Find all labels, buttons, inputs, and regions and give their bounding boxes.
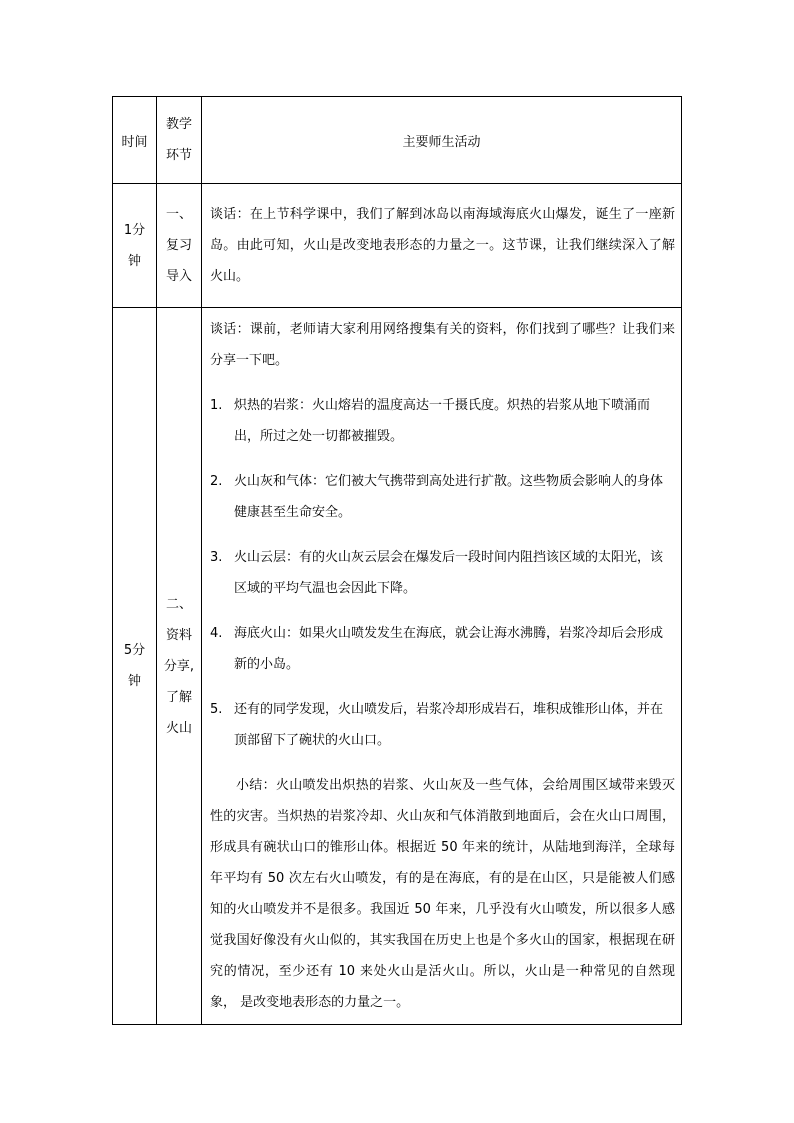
table-row	[113, 184, 682, 308]
list-item	[210, 618, 675, 680]
lesson-plan-table	[112, 96, 682, 1025]
row-activity	[202, 308, 682, 1025]
stage-line: 资料	[165, 627, 192, 643]
activity-intro: 谈话：课前，老师请大家利用网络搜集有关的资料，你们找到了哪些？让我们来分享一下吧。	[210, 322, 675, 368]
header-activity-label: 主要师生活动	[402, 134, 481, 150]
item-number: 3.	[210, 550, 223, 565]
item-text: 海底火山：如果火山喷发发生在海底，就会让海水沸腾，岩浆冷却后会形成新的小岛。	[234, 626, 664, 672]
time-line: 1分	[123, 222, 146, 238]
header-stage	[157, 97, 202, 184]
stage-line: 一、	[165, 207, 192, 222]
stage-line: 分享,	[163, 658, 195, 674]
item-number: 5.	[210, 702, 223, 717]
stage-line: 火山	[165, 720, 192, 736]
time-line: 5分	[123, 643, 146, 658]
row-stage	[157, 308, 202, 1025]
item-text: 火山云层：有的火山灰云层会在爆发后一段时间内阻挡该区域的太阳光，该区域的平均气温也会因此下降。	[234, 550, 664, 596]
item-number: 2.	[210, 474, 223, 489]
findings-list	[210, 390, 675, 756]
list-item	[210, 694, 675, 756]
list-item	[210, 542, 675, 604]
header-stage-line: 环节	[165, 148, 192, 163]
item-text: 炽热的岩浆：火山熔岩的温度高达一千摄氏度。炽热的岩浆从地下喷涌而出，所过之处一切都被摧毁。	[234, 398, 651, 444]
time-line: 钟	[127, 253, 141, 269]
row-time	[113, 308, 157, 1025]
header-activity	[202, 97, 682, 184]
item-text: 还有的同学发现，火山喷发后，岩浆冷却形成岩石，堆积成锥形山体，并在顶部留下了碗状的火山口。	[234, 702, 664, 748]
stage-line: 导入	[165, 269, 192, 284]
stage-line: 复习	[165, 238, 192, 253]
row-activity	[202, 184, 682, 308]
header-stage-line: 教学	[165, 117, 192, 132]
header-row	[113, 97, 682, 184]
time-line: 钟	[127, 674, 141, 689]
stage-line: 二、	[165, 596, 192, 612]
activity-text: 谈话：在上节科学课中，我们了解到冰岛以南海域海底火山爆发，诞生了一座新岛。由此可知，火山是改变地表形态的力量之一。这节课，让我们继续深入了解火山。	[210, 207, 675, 284]
header-time-label: 时间	[121, 134, 148, 150]
row-time	[113, 184, 157, 308]
item-number: 1.	[210, 398, 223, 413]
row-stage	[157, 184, 202, 308]
item-number: 4.	[210, 626, 223, 641]
table-row	[113, 308, 682, 1025]
list-item	[210, 390, 675, 452]
stage-line: 了解	[165, 689, 192, 705]
summary-text: 小结：火山喷发出炽热的岩浆、火山灰及一些气体，会给周围区域带来毁灭性的灾害。当炽热的岩浆冷却、火山灰和气体消散到地面后，会在火山口周围，形成具有碗状山口的锥形山体。根据近 50 年来的统计，从陆地到海洋，全球每年平均有 50 次左右火山喷发，有的是在海底，有的是在山区，只是能被人们感知的火山喷发并不是很多。我国近 50 年来，几乎没有火山喷发，所以很多人感觉我国好像没有火山似的，其实我国在历史上也是个多火山的国家，根据现在研究的情况，至少还有 10 来处火山是活火山。所以，火山是一种常见的自然现象， 是改变地表形态的力量之一。	[210, 778, 675, 1010]
list-item	[210, 466, 675, 528]
item-text: 火山灰和气体：它们被大气携带到高处进行扩散。这些物质会影响人的身体健康甚至生命安全。	[234, 474, 664, 520]
header-time	[113, 97, 157, 184]
